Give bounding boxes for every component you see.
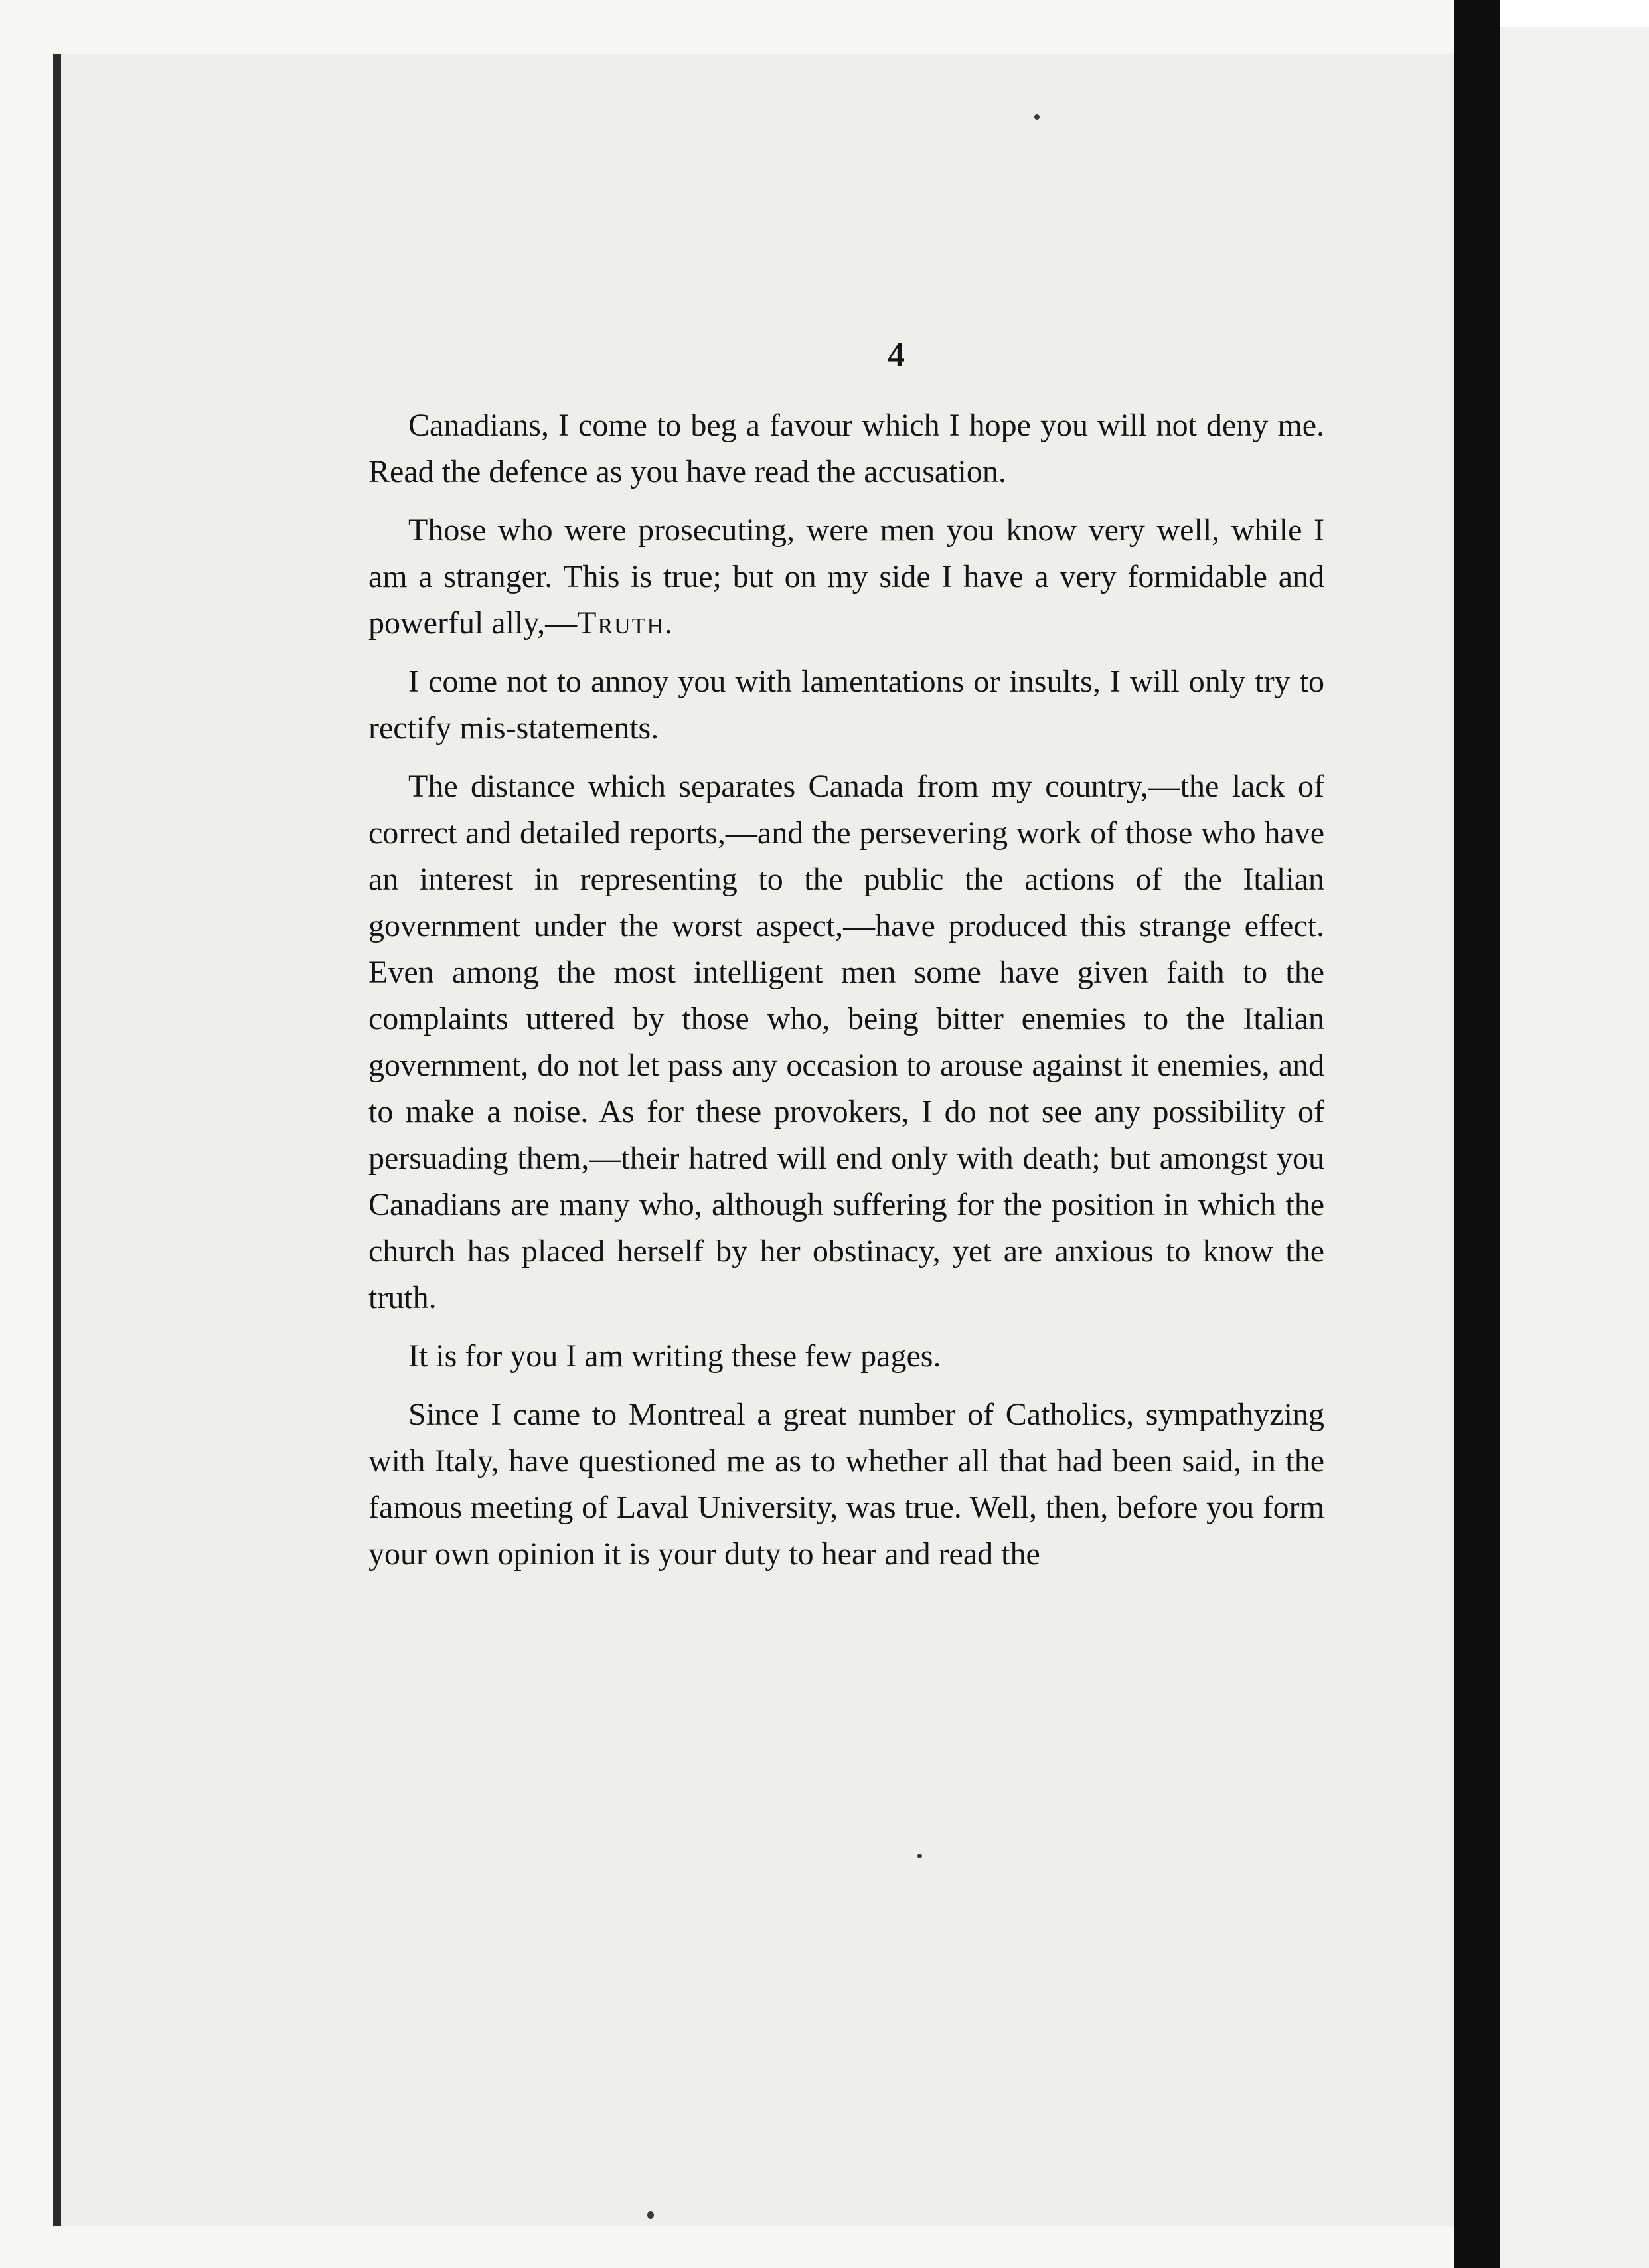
margin-strip [1500, 0, 1649, 27]
emphasis-text: Truth [577, 606, 665, 641]
paragraph: The distance which separates Canada from my country,—the lack of correct and detailed reports,—and the persevering work of those who have an interest in representing to the public the actions of the Italian government under the worst aspect,—have produced this strange effect. Even among the most intelligent men some have given faith to the complaints uttered by those who, being bitter enemies to the Italian government, do not let pass any occasion to arouse against it enemies, and to make a noise. As for these provokers, I do not see any possibility of persuading them,—their hatred will end only with death; but amongst you Canadians are many who, although suffering for the position in which the church has placed herself by her obstinacy, yet are anxious to know the truth. [368, 769, 1324, 1315]
page-number: 4 [888, 336, 905, 374]
ink-speck [917, 1854, 922, 1858]
paragraph: I come not to annoy you with lamentations or insults, I will only try to rectify mis-statements. [368, 664, 1324, 746]
paragraph: Since I came to Montreal a great number of Catholics, sympathyzing with Italy, have questioned me as to whether all that had been said, in the famous meeting of Laval University, was true. Well, then, before you form your own opinion it is your duty to hear and read the [368, 1397, 1324, 1572]
paragraph: Canadians, I come to beg a favour which I hope you will not deny me. Read the defence as you have read the accusation. [368, 408, 1324, 489]
book-gutter [1454, 0, 1500, 2268]
paragraph-text: . [665, 606, 673, 641]
page-left-edge [53, 54, 61, 2226]
paragraph-text: Those who were prosecuting, were men you know very well, while I am a stranger. This is true; but on my side I have a very formidable and powerful ally,— [368, 513, 1324, 641]
ink-speck [647, 2211, 654, 2219]
adjacent-page-edge [1500, 27, 1649, 2268]
page-text [368, 332, 1324, 1589]
paragraph: It is for you I am writing these few pages. [408, 1338, 941, 1374]
paragraph [368, 507, 1324, 647]
ink-speck [1034, 114, 1040, 120]
